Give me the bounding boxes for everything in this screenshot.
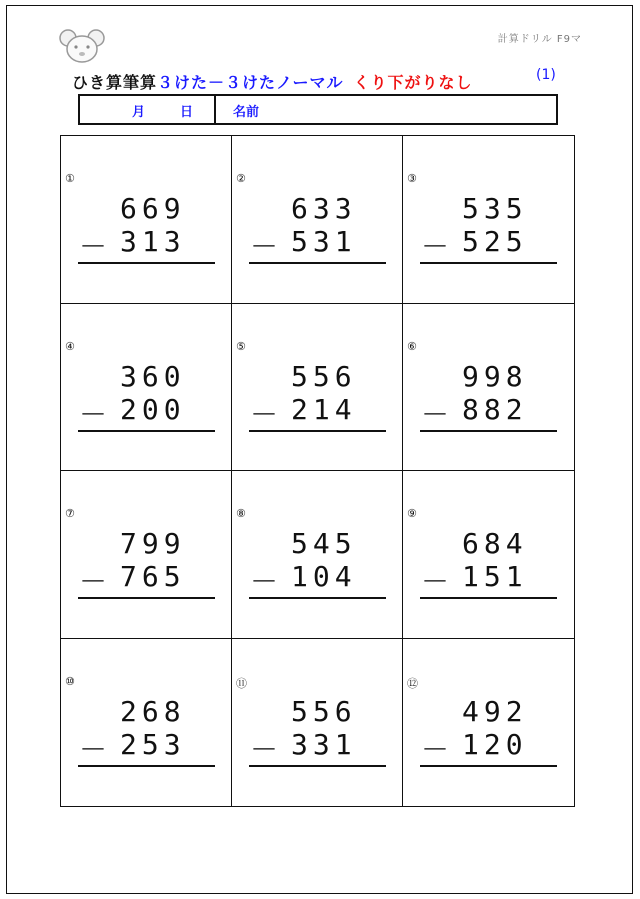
minus-sign: －	[79, 565, 108, 598]
problem-number: ⑩	[65, 674, 75, 688]
answer-line	[249, 430, 386, 432]
answer-line	[78, 262, 215, 264]
answer-line	[420, 597, 557, 599]
minus-sign: －	[79, 230, 108, 263]
problem-number: ⑥	[407, 339, 417, 353]
answer-line	[249, 262, 386, 264]
minus-sign: －	[250, 397, 279, 431]
minuend: 535	[462, 192, 528, 225]
name-label: 名前	[233, 105, 260, 120]
subtrahend: 765	[120, 560, 186, 593]
minuend: 633	[291, 192, 357, 225]
minus-sign: －	[421, 230, 450, 263]
minuend: 684	[462, 527, 528, 560]
minuend: 545	[291, 527, 357, 560]
minus-sign: －	[79, 732, 108, 766]
problem-number: ⑧	[236, 507, 246, 520]
problem-number: ④	[65, 339, 75, 353]
day-label: 日	[180, 105, 194, 120]
minuend: 360	[120, 359, 186, 393]
date-field[interactable]	[80, 96, 216, 123]
brand-label: 計算ドリル F9マ	[497, 34, 582, 45]
problem-cell	[403, 471, 574, 639]
answer-line	[249, 597, 386, 599]
problem-cell	[232, 639, 403, 807]
subtrahend: 531	[291, 225, 357, 258]
problem-cell	[232, 471, 403, 639]
problem-grid	[60, 135, 575, 807]
subtrahend: 104	[291, 560, 357, 593]
minus-sign: －	[250, 230, 279, 263]
minus-sign: －	[79, 397, 108, 431]
subtrahend: 313	[120, 225, 186, 258]
problem-cell	[403, 136, 574, 304]
minuend: 492	[462, 694, 528, 728]
answer-line	[420, 262, 557, 264]
subtrahend: 151	[462, 560, 528, 593]
subtrahend: 120	[462, 727, 528, 761]
minus-sign: －	[250, 732, 279, 766]
minuend: 998	[462, 359, 528, 393]
problem-number: ⑤	[236, 339, 246, 353]
problem-number: ⑦	[65, 507, 75, 520]
answer-line	[78, 765, 215, 767]
minus-sign: －	[421, 732, 450, 766]
minuend: 268	[120, 694, 186, 728]
mouse-logo-icon	[58, 28, 106, 64]
problem-cell	[61, 136, 232, 304]
subtrahend: 331	[291, 727, 357, 761]
problem-number: ⑪	[236, 676, 247, 690]
answer-line	[78, 430, 215, 432]
problem-number: ①	[65, 172, 75, 185]
problem-cell	[61, 304, 232, 472]
problem-cell	[403, 304, 574, 472]
worksheet-title	[72, 70, 473, 93]
problem-cell	[403, 639, 574, 807]
answer-line	[78, 597, 215, 599]
problem-number: ②	[236, 172, 246, 185]
minus-sign: －	[250, 565, 279, 598]
problem-number: ③	[407, 172, 417, 185]
answer-line	[420, 765, 557, 767]
problem-cell	[232, 304, 403, 472]
subtrahend: 525	[462, 225, 528, 258]
problem-number: ⑫	[407, 676, 418, 690]
answer-line	[249, 765, 386, 767]
minuend: 556	[291, 359, 357, 393]
answer-line	[420, 430, 557, 432]
problem-cell	[232, 136, 403, 304]
problem-number: ⑨	[407, 507, 417, 520]
problem-cell	[61, 471, 232, 639]
subtrahend: 200	[120, 392, 186, 426]
name-date-box	[78, 94, 558, 125]
title-operation: ひき算筆算	[72, 73, 158, 92]
month-label: 月	[132, 105, 146, 120]
minus-sign: －	[421, 397, 450, 431]
problem-cell	[61, 639, 232, 807]
minuend: 556	[291, 694, 357, 728]
subtrahend: 253	[120, 727, 186, 761]
title-condition: くり下がりなし	[353, 73, 473, 92]
subtrahend: 214	[291, 392, 357, 426]
minuend: 669	[120, 192, 186, 225]
subtrahend: 882	[462, 392, 528, 426]
title-digits: ３けた－３けたノーマル	[157, 73, 344, 92]
sheet-number: (1)	[536, 67, 556, 83]
minus-sign: －	[421, 565, 450, 598]
minuend: 799	[120, 527, 186, 560]
